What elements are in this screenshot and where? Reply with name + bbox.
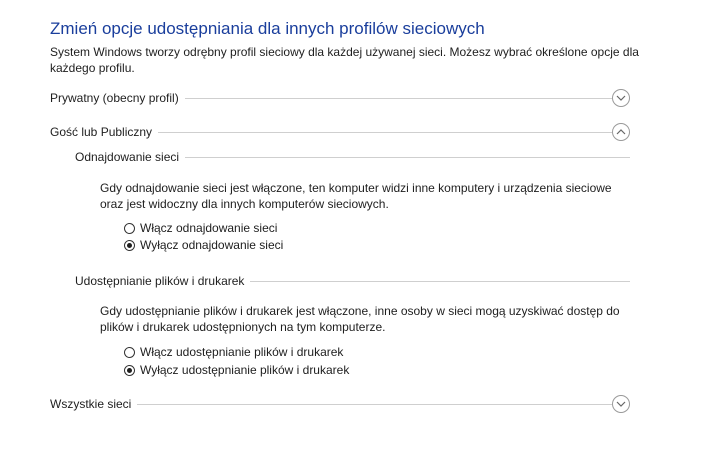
section-divider	[185, 157, 630, 158]
radio-button[interactable]	[124, 365, 135, 376]
profile-label-all: Wszystkie sieci	[50, 397, 132, 411]
radio-button[interactable]	[124, 347, 135, 358]
network-discovery-description: Gdy odnajdowanie sieci jest włączone, ten komputer widzi inne komputery i urządzenia sieciowe oraz jest widoczny dla innych komputerów sieciowych.	[100, 181, 612, 211]
profile-header-guest[interactable]	[50, 122, 630, 142]
radio-enable-file-sharing[interactable]	[124, 344, 343, 360]
radio-button[interactable]	[124, 240, 135, 251]
radio-label: Wyłącz odnajdowanie sieci	[140, 238, 284, 252]
chevron-down-icon[interactable]	[612, 395, 630, 413]
section-divider	[137, 404, 612, 405]
radio-disable-discovery[interactable]	[124, 237, 283, 253]
chevron-down-icon[interactable]	[612, 89, 630, 107]
network-discovery-heading: Odnajdowanie sieci	[75, 150, 180, 164]
file-sharing-heading-row	[75, 272, 630, 290]
radio-label: Włącz udostępnianie plików i drukarek	[140, 345, 344, 359]
radio-button[interactable]	[124, 223, 135, 234]
section-divider	[185, 98, 612, 99]
radio-label: Włącz odnajdowanie sieci	[140, 221, 278, 235]
page-intro: System Windows tworzy odrębny profil sieciowy dla każdej używanej sieci. Możesz wybrać określone opcje dla każdego profilu.	[50, 45, 639, 75]
profile-label-private: Prywatny (obecny profil)	[50, 91, 179, 105]
section-divider	[158, 132, 612, 133]
radio-disable-file-sharing[interactable]	[124, 362, 349, 378]
profile-header-all[interactable]	[50, 394, 630, 414]
page-title: Zmień opcje udostępniania dla innych profilów sieciowych	[50, 19, 485, 38]
profile-label-guest: Gość lub Publiczny	[50, 125, 153, 139]
file-sharing-heading: Udostępnianie plików i drukarek	[75, 274, 245, 288]
section-divider	[250, 281, 630, 282]
file-sharing-description: Gdy udostępnianie plików i drukarek jest włączone, inne osoby w sieci mogą uzyskiwać dostęp do plików i drukarek udostępnionych na tym komputerze.	[100, 304, 620, 334]
profile-header-private[interactable]	[50, 88, 630, 108]
radio-enable-discovery[interactable]	[124, 220, 277, 236]
network-discovery-heading-row	[75, 148, 630, 166]
radio-label: Wyłącz udostępnianie plików i drukarek	[140, 363, 350, 377]
chevron-up-icon[interactable]	[612, 123, 630, 141]
